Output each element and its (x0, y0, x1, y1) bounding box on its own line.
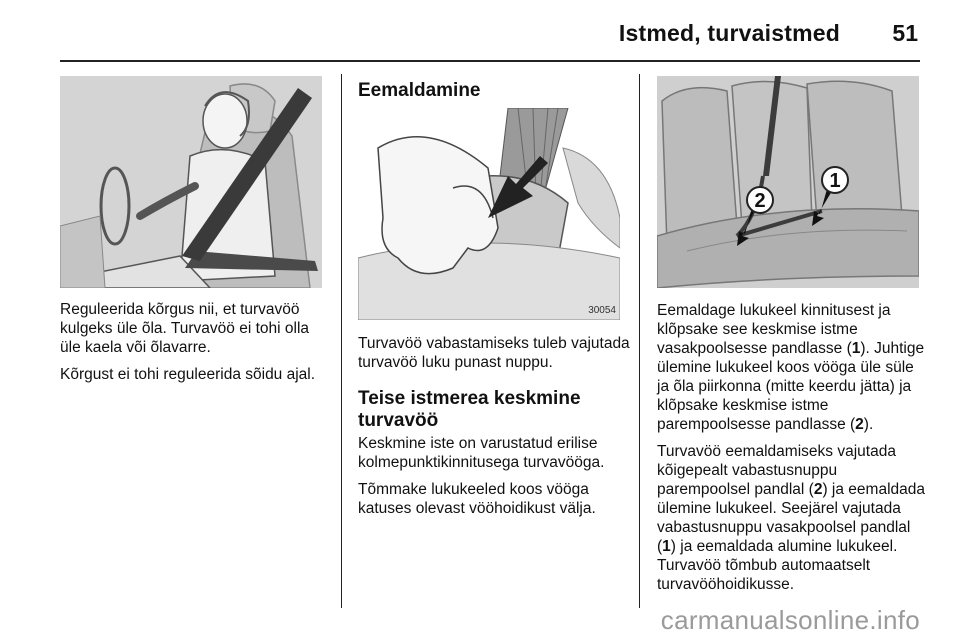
column-divider-left (341, 74, 342, 608)
driver-seatbelt-illustration (60, 76, 322, 288)
watermark: carmanualsonline.info (660, 605, 920, 635)
section-heading-removal: Eemaldamine (358, 80, 481, 101)
paragraph: Eemaldage lukukeel kinnitusest ja klõpsake see keskmise istme vasakpoolsesse pandlasse (1). Juhtige ülemine lukukeel koos vööga üle süle ja õla piirkonna (mitte keerdu jätta) ja klõpsake keskmise istme parempoolsesse pandlasse (2). (657, 302, 925, 433)
paragraph: Turvavöö vabastamiseks tuleb vajutada turvavöö luku punast nuppu. (358, 335, 630, 371)
right-column-text (657, 301, 927, 602)
buckle-release-icon (358, 108, 620, 320)
seatbelt-buckle-release-illustration (358, 108, 620, 320)
left-column-text (60, 300, 332, 392)
paragraph: Reguleerida kõrgus nii, et turvavöö kulgeks üle õla. Turvavöö ei tohi olla üle kaela või õlavarre. (60, 301, 310, 356)
paragraph: Keskmine iste on varustatud erilise kolmepunktikinnitusega turvavööga. (358, 435, 605, 471)
subheading-rear-center-belt: Teise istmerea keskmine turvavöö (358, 388, 581, 431)
paragraph: Turvavöö eemaldamiseks vajutada kõigepealt vabastusnuppu parempoolsel pandlal (2) ja eemaldada ülemine lukukeel. Seejärel vajutada vabastusnuppu vasakpoolsel pandlal (1) ja eemaldada alumine lukukeel. Turvavöö tõmbub automaatselt turvavööhoidikusse. (657, 443, 925, 593)
rear-seat-center-belt-illustration (657, 76, 919, 288)
header-divider (60, 60, 920, 62)
column-divider-right (639, 74, 640, 608)
page-header-title: Istmed, turvaistmed (618, 20, 840, 46)
middle-column-text-1 (358, 334, 633, 380)
rear-seat-belt-icon (657, 76, 919, 288)
middle-column-text-2 (358, 434, 633, 526)
driver-seatbelt-icon (60, 76, 322, 288)
figure-code: 30054 (588, 305, 616, 316)
callout-1: 1 (829, 170, 841, 192)
page-number: 51 (892, 20, 918, 46)
paragraph: Kõrgust ei tohi reguleerida sõidu ajal. (60, 366, 316, 383)
paragraph: Tõmmake lukukeeled koos vööga katuses olevast vööhoidikust välja. (358, 481, 596, 517)
callout-2: 2 (754, 190, 766, 212)
